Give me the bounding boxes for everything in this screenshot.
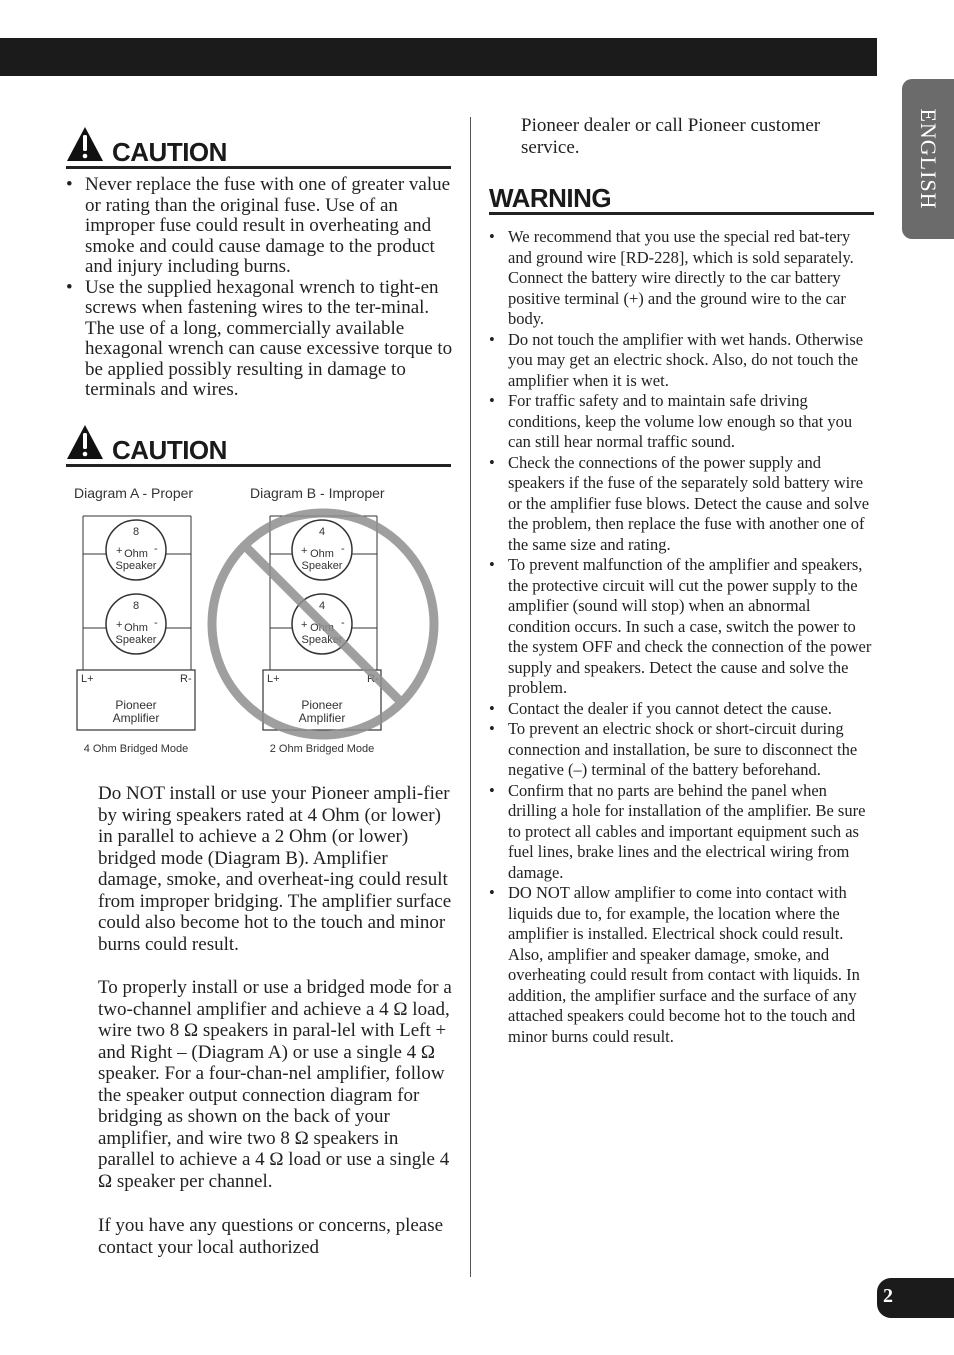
page-number-badge xyxy=(877,1278,954,1318)
list-item: • Contact the dealer if you cannot detect the cause. xyxy=(489,699,876,720)
svg-text:-: - xyxy=(154,617,158,629)
speaker-a-bottom xyxy=(116,600,158,646)
svg-text:Amplifier: Amplifier xyxy=(298,711,346,725)
caution-title: CAUTION xyxy=(112,137,227,167)
list-item: • For traffic safety and to maintain safe driving conditions, keep the volume low enough so that you can still hear normal traffic sound. xyxy=(489,391,876,453)
diagram-b-mode: 2 Ohm Bridged Mode xyxy=(269,743,375,755)
svg-text:-: - xyxy=(341,617,345,629)
svg-text:8: 8 xyxy=(132,526,140,538)
list-item: • Never replace the fuse with one of greater value or rating than the original fuse. Use of an improper fuse could result in overheating and smoke and could cause damage to the product and injury including burns. xyxy=(66,175,454,278)
amplifier-b xyxy=(267,673,379,725)
caution2-paragraph: To properly install or use a bridged mode for a two-channel amplifier and achieve a 4 Ω load, wire two 8 Ω speakers in paral-lel with Left + and Right – (Diagram A) or use a single 4 Ω speaker. For a four-chan-nel amplifier, follow the speaker output connection diagram for bridging as shown on the back of your amplifier, and wire two 8 Ω speakers in parallel to achieve a 4 Ω load or use a single 4 Ω speaker per channel. xyxy=(98,977,452,1192)
header-bar xyxy=(0,38,877,76)
svg-text:Ohm: Ohm xyxy=(310,622,334,634)
svg-text:Pioneer: Pioneer xyxy=(301,698,343,712)
svg-text:8: 8 xyxy=(132,600,140,612)
warning-list xyxy=(489,227,876,1047)
svg-text:R-: R- xyxy=(367,673,379,685)
svg-text:+: + xyxy=(116,545,123,557)
svg-text:4: 4 xyxy=(318,600,326,612)
language-label: ENGLISH xyxy=(916,108,941,210)
warning-heading xyxy=(489,178,874,215)
svg-text:R-: R- xyxy=(180,673,192,685)
list-item: • To prevent malfunction of the amplifier and speakers, the protective circuit will cut the power supply to the amplifier (sound will stop) when an abnormal condition occurs. In such a case, switch the power to the system OFF and check the connection of the power supply and speakers. Detect the cause and solve the problem. xyxy=(489,555,876,699)
svg-text:Pioneer: Pioneer xyxy=(115,698,157,712)
warning-triangle-icon xyxy=(66,424,104,460)
list-item: • Do not touch the amplifier with wet hands. Otherwise you may get an electric shock. Also, do not touch the amplifier when it is wet. xyxy=(489,330,876,392)
caution-heading-1 xyxy=(66,118,451,169)
caution2-paragraph: Do NOT install or use your Pioneer ampli-fier by wiring speakers rated at 4 Ohm (or lower) in parallel to achieve a 2 Ohm (or lower) bridged mode (Diagram B). Amplifier damage, smoke, and overheat-ing could result from improper bridging. The amplifier surface could also become hot to the touch and minor burns could result. xyxy=(98,783,452,955)
list-item: • Use the supplied hexagonal wrench to tight-en screws when fastening wires to the ter-minal. The use of a long, commercially available hexagonal wrench can cause excessive torque to be applied possibly resulting in damage to terminals and wires. xyxy=(66,278,454,401)
warning-title: WARNING xyxy=(489,183,612,213)
list-item: • Check the connections of the power supply and speakers if the fuse of the separately sold battery wire or the amplifier fuse blows. Detect the cause and solve the problem, then replace the fuse with another one of the same size and rating. xyxy=(489,453,876,556)
speaker-a-top xyxy=(116,526,158,572)
diagram-a-title: Diagram A - Proper xyxy=(74,485,194,501)
svg-text:Speaker: Speaker xyxy=(115,634,157,646)
amplifier-a xyxy=(81,673,192,725)
warning-triangle-icon xyxy=(66,126,104,162)
svg-text:4: 4 xyxy=(318,526,326,538)
svg-text:Amplifier: Amplifier xyxy=(112,711,160,725)
list-item: • To prevent an electric shock or short-circuit during connection and installation, be sure to disconnect the negative (–) terminal of the battery beforehand. xyxy=(489,719,876,781)
diagram-b-title: Diagram B - Improper xyxy=(250,485,385,501)
svg-text:Ohm: Ohm xyxy=(310,548,334,560)
svg-text:Ohm: Ohm xyxy=(124,622,148,634)
svg-text:Speaker: Speaker xyxy=(301,560,343,572)
svg-text:L+: L+ xyxy=(81,673,94,685)
svg-text:+: + xyxy=(116,619,123,631)
page-number: 2 xyxy=(883,1285,893,1307)
caution-title: CAUTION xyxy=(112,435,227,465)
list-item: • Confirm that no parts are behind the panel when drilling a hole for installation of the amplifier. Be sure to protect all cables and important equipment such as fuel lines, brake lines and the electrical wiring from damage. xyxy=(489,781,876,884)
list-item: • We recommend that you use the special red bat-tery and ground wire [RD-228], which is sold separately. Connect the battery wire directly to the car battery positive terminal (+) and the ground wire to the car body. xyxy=(489,227,876,330)
svg-text:-: - xyxy=(341,543,345,555)
caution-heading-2 xyxy=(66,416,451,467)
svg-text:+: + xyxy=(301,545,308,557)
language-tab xyxy=(902,79,954,239)
list-item: • DO NOT allow amplifier to come into contact with liquids due to, for example, the location where the amplifier is installed. Electrical shock could result. Also, amplifier and speaker damage, smoke, and overheating could result from contact with liquids. In addition, the amplifier surface and the surface of any attached speakers could become hot to the touch and minor burns could result. xyxy=(489,883,876,1047)
svg-text:L+: L+ xyxy=(267,673,280,685)
diagram-a-mode: 4 Ohm Bridged Mode xyxy=(83,743,189,755)
column-divider xyxy=(470,117,471,1277)
caution-list-1 xyxy=(66,175,454,401)
svg-text:Speaker: Speaker xyxy=(115,560,157,572)
svg-text:-: - xyxy=(154,543,158,555)
caution2-paragraph: If you have any questions or concerns, please contact your local authorized xyxy=(98,1215,444,1258)
speaker-b-top xyxy=(301,526,345,572)
continued-text: Pioneer dealer or call Pioneer customer service. xyxy=(521,115,821,158)
svg-text:Speaker: Speaker xyxy=(301,634,343,646)
svg-text:+: + xyxy=(301,619,308,631)
bridging-diagram xyxy=(60,478,455,763)
svg-text:Ohm: Ohm xyxy=(124,548,148,560)
